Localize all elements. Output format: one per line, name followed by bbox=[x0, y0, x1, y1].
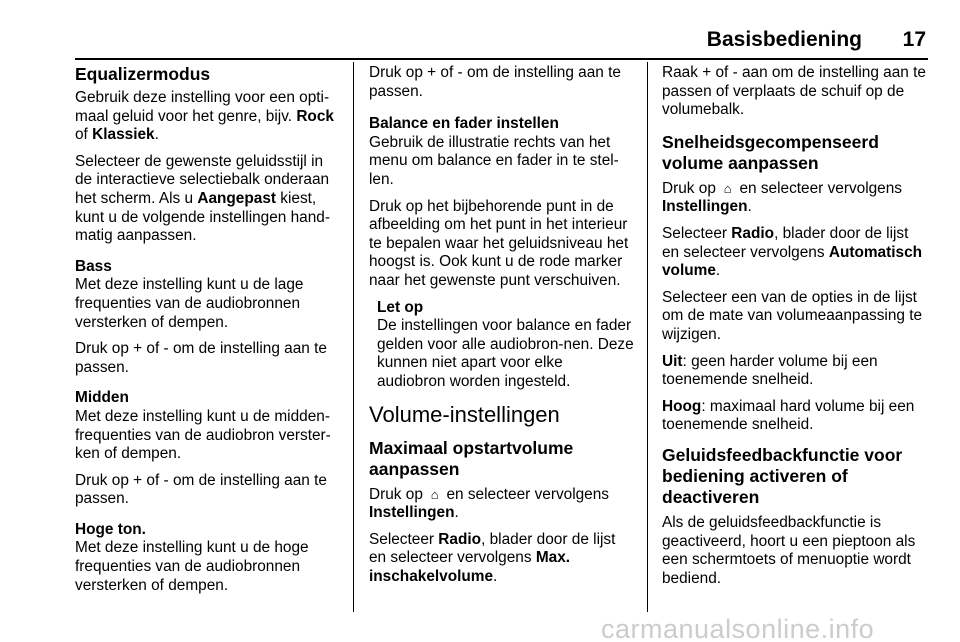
bass-paragraph-1: Met deze instelling kunt u de lage frequenties van de audiobronnen versterken of dempen. bbox=[75, 276, 304, 331]
text: . bbox=[454, 504, 459, 522]
radio-term: Radio bbox=[731, 224, 775, 242]
column-1 bbox=[75, 64, 341, 603]
note-heading: Let op bbox=[377, 298, 424, 316]
header-rule bbox=[75, 58, 928, 60]
page-number: 17 bbox=[902, 28, 926, 51]
feedback-heading: Geluidsfeedbackfunctie voor bediening activeren of deactiveren bbox=[662, 444, 903, 507]
uit-option bbox=[662, 353, 928, 390]
instellingen-term: Instellingen bbox=[662, 198, 748, 216]
midden-paragraph-2: Druk op + of - om de instelling aan te passen. bbox=[75, 471, 327, 508]
hoog-option bbox=[662, 398, 928, 435]
adjust-paragraph: Druk op + of - om de instelling aan te passen. bbox=[369, 64, 621, 100]
radio-term: Radio bbox=[438, 530, 482, 548]
hoge-ton-paragraph: Met deze instelling kunt u de hoge frequenties van de audiobronnen versterken of dempen. bbox=[75, 539, 309, 594]
home-icon: ⌂ bbox=[430, 486, 439, 502]
text: . bbox=[747, 198, 752, 216]
column-divider bbox=[353, 62, 354, 612]
text: en selecteer vervolgens bbox=[442, 485, 609, 503]
rock-term: Rock bbox=[296, 107, 334, 125]
instellingen-term: Instellingen bbox=[369, 504, 455, 522]
section-title: Basisbediening bbox=[706, 28, 862, 51]
text: . bbox=[493, 567, 498, 585]
midden-paragraph-1: Met deze instelling kunt u de midden‐frequenties van de audiobron verster‐ken of dempen. bbox=[75, 407, 331, 463]
max-inschakelvolume-term: Max. inschakelvolume bbox=[369, 549, 571, 585]
text: , blader door de lijst en selecteer vervolgens bbox=[369, 530, 616, 567]
equalizer-heading: Equalizermodus bbox=[75, 64, 211, 84]
watermark: carmanualsonline.info bbox=[601, 614, 875, 642]
text: Selecteer bbox=[369, 530, 439, 548]
equalizer-paragraph-2 bbox=[75, 153, 341, 246]
max-startup-volume-heading: Maximaal opstartvolume aanpassen bbox=[369, 437, 574, 479]
text: Druk op bbox=[369, 485, 428, 503]
balance-fader-heading: Balance en fader instellen bbox=[369, 115, 559, 133]
klassiek-term: Klassiek bbox=[92, 126, 155, 144]
speed-volume-paragraph-1 bbox=[662, 180, 928, 217]
text: . bbox=[715, 262, 721, 280]
bass-paragraph-2: Druk op + of - om de instelling aan te passen. bbox=[75, 340, 327, 376]
text: , blader door de lijst en selecteer vervolgens bbox=[662, 224, 909, 261]
aangepast-term: Aangepast bbox=[197, 189, 277, 207]
automatisch-volume-term: Automatisch volume bbox=[662, 243, 923, 280]
balance-fader-paragraph-2: Druk op het bijbehorende punt in de afbeelding om het punt in het interieur te bepalen waar het geluidsniveau het hoogst is. Ook kunt u de rode marker naar het gewenste punt verschuiven. bbox=[369, 197, 629, 289]
column-2 bbox=[369, 64, 635, 594]
note-text: De instellingen voor balance en fader gelden voor alle audiobron‐nen. Deze kunnen niet apart voor elke audiobron worden ingesteld. bbox=[377, 317, 634, 390]
text: . bbox=[154, 126, 159, 144]
volume-settings-heading: Volume-instellingen bbox=[369, 401, 560, 427]
text: kiest, kunt u de volgende instellingen hand‐matig aanpassen. bbox=[75, 189, 330, 245]
hoge-ton-heading: Hoge ton. bbox=[75, 520, 146, 538]
text: : maximaal hard volume bij een toenemende snelheid. bbox=[662, 397, 915, 434]
text: of bbox=[75, 126, 93, 144]
midden-heading: Midden bbox=[75, 389, 129, 407]
balance-fader-paragraph-1: Gebruik de illustratie rechts van het menu om balance en fader in te stel‐len. bbox=[369, 133, 619, 188]
text: Druk op bbox=[662, 179, 721, 197]
text: en selecteer vervolgens bbox=[735, 179, 902, 197]
max-volume-paragraph-2 bbox=[369, 531, 635, 587]
text: Selecteer de gewenste geluidsstijl in de interactieve selectiebalk onderaan het scherm. Als u bbox=[75, 152, 330, 207]
hoog-term: Hoog bbox=[662, 397, 702, 415]
column-divider bbox=[647, 62, 648, 612]
text: Selecteer bbox=[662, 224, 732, 242]
speed-volume-paragraph-3: Selecteer een van de opties in de lijst om de mate van volumeaanpassing te wijzigen. bbox=[662, 288, 923, 343]
text: Gebruik deze instelling voor een opti‐maal geluid voor het genre, bijv. bbox=[75, 89, 330, 125]
text: : geen harder volume bij een toenemende snelheid. bbox=[662, 352, 878, 389]
column-3 bbox=[662, 64, 928, 596]
equalizer-paragraph-1 bbox=[75, 89, 341, 145]
volume-slider-paragraph: Raak + of - aan om de instelling aan te passen of verplaats de schuif op de volumebalk. bbox=[662, 64, 926, 119]
bass-heading: Bass bbox=[75, 257, 112, 275]
home-icon: ⌂ bbox=[723, 180, 732, 196]
uit-term: Uit bbox=[662, 352, 683, 370]
speed-volume-heading: Snelheidsgecompenseerd volume aanpassen bbox=[662, 131, 879, 173]
max-volume-paragraph-1 bbox=[369, 486, 635, 523]
page-header bbox=[75, 28, 928, 56]
speed-volume-paragraph-2 bbox=[662, 225, 928, 281]
feedback-paragraph: Als de geluidsfeedbackfunctie is geactiveerd, hoort u een pieptoon als een schermtoets of menuoptie wordt bediend. bbox=[662, 513, 916, 587]
